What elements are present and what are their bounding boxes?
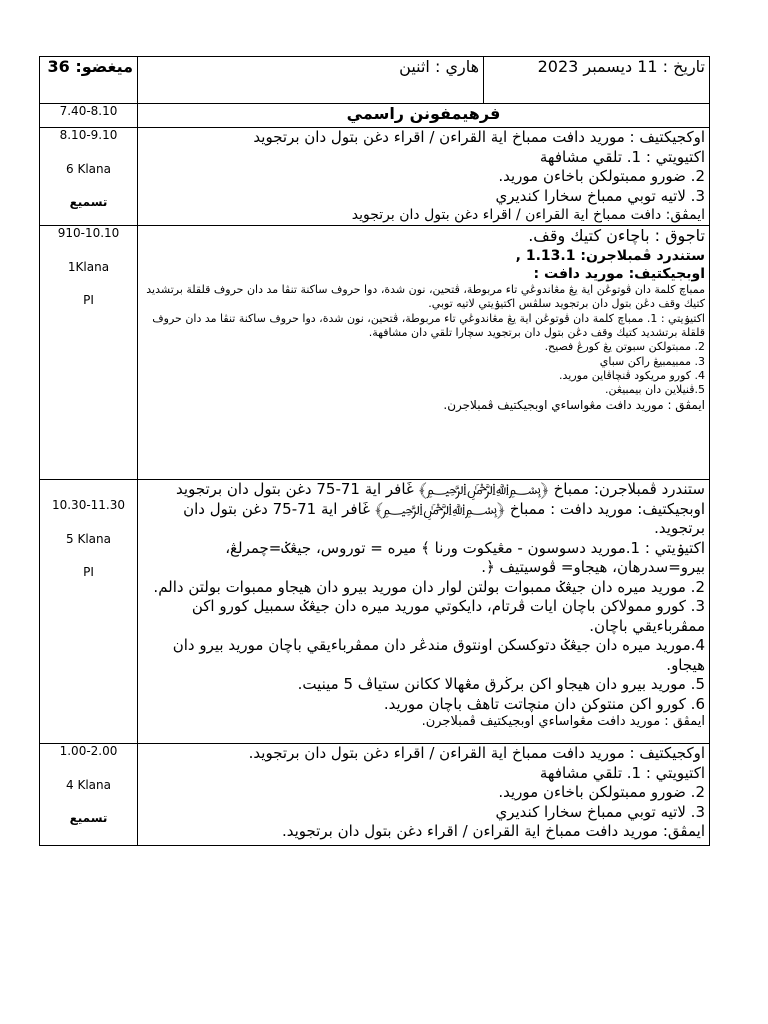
session-row-2 — [40, 226, 710, 480]
session-2-para: 5.ڤنيلاين دان بيمبيڠن. — [605, 383, 705, 397]
day-cell: هاري : اثنين — [138, 57, 484, 104]
lesson-plan-table — [39, 56, 710, 846]
session-2-pi: PI — [83, 293, 94, 308]
session-3-line: 5. موريد بيرو دان هيجاو اكن برڬرق مڠهالا ككانن ستياڤ 5 مينيت. — [297, 675, 705, 693]
session-2-class: 1Klana — [67, 259, 110, 274]
session-3-line: ستندرد ڤمبلاجرن: ممباخ ﴿﷽﴾ غَافر اية 71-75 دغن بتول دان برتجويد — [176, 480, 705, 498]
session-2-topic: تاجوق : باچاءن كتيك وقف. — [528, 226, 705, 245]
session-3-class: 5 Klana — [66, 531, 111, 546]
header-row — [40, 57, 710, 104]
session-4-time: 1.00-2.00 — [59, 744, 118, 758]
date-cell: تاريخ : 11 دیسمبر 2023 — [484, 57, 710, 104]
session-2-impact: ايمڤق : موريد دافت مڠواساءي اوبجيكتيف ڤمبلاجرن. — [443, 397, 705, 412]
session-3-line: اكتيۏيتي : 1.موريد دسوسون - مڠيكوت ورنا ﴾ ميره = توروس، جيڠݢ=چمرلڠ، بيرو=سدرهان، هيجاو= ڤوسيتيف ﴿. — [225, 538, 705, 576]
session-4-content — [138, 744, 710, 846]
session-1-content — [138, 128, 710, 226]
assembly-row — [40, 104, 710, 128]
assembly-time: 7.40-8.10 — [40, 104, 138, 128]
session-3-content — [138, 480, 710, 744]
session-2-meta — [40, 226, 138, 480]
session-row-4 — [40, 744, 710, 846]
session-3-line: 4.موريد ميره دان جيڠݢ دتوكسكن اونتوق مندڠر دان ممڤرباءيقي باچان موريد بيرو دان هيجاو. — [172, 636, 705, 674]
session-3-time: 10.30-11.30 — [51, 498, 126, 512]
session-3-line: 6. كورو اكن منتوكن دان منچاتت تاهڤ باچان موريد. — [383, 694, 705, 713]
session-4-subject: تسميع — [69, 811, 108, 826]
session-row-1 — [40, 128, 710, 226]
session-4-class: 4 Klana — [66, 777, 111, 792]
session-4-meta — [40, 744, 138, 846]
week-cell: ميغضو: 36 — [40, 57, 138, 104]
session-2-standard: ستندرد ڤمبلاجرن: 1.13.1 , — [515, 247, 705, 264]
session-4-line: اكتيويتي : 1. تلقي مشافهة — [539, 763, 705, 782]
session-2-para: 2. ممبتولكن سبوتن يڠ كورڠ فصيح. — [544, 340, 705, 354]
session-4-line: 2. ضورو ممبتولكن باخاءن موريد. — [498, 783, 705, 801]
session-1-line: اوكجيكتيف : موريد دافت ممباخ اية القراءن / اقراء دغن بتول دان برتجويد — [253, 128, 705, 146]
session-4-line: 3. لاتيه توبي ممباخ سخارا كنديري — [495, 802, 705, 821]
session-1-class: 6 Klana — [66, 161, 111, 176]
session-3-line: 3. كورو ممولاكن باچان ايات ڤرتام، دايكوتي موريد ميره دان جيڠݢ سمبيل كورو اكن ممڤرباءيقي باچان. — [191, 597, 705, 635]
session-4-line: اوكجيكتيف : موريد دافت ممباخ اية القراءن / اقراء دغن بتول دان برتجويد. — [248, 744, 705, 762]
session-2-content — [138, 226, 710, 480]
session-2-time: 910-10.10 — [57, 226, 120, 240]
session-3-pi: PI — [83, 565, 94, 580]
session-1-meta — [40, 128, 138, 226]
session-3-line: اوبجيكتيف: موريد دافت : ممباخ ﴿﷽﴾ غَافر اية 71-75 دغن بتول دان برتجويد. — [183, 499, 705, 537]
session-2-para: ممباچ كلمة دان ڤوتوڠن اية يڠ مڠاندوڠي تاء مربوطة، ڤتحين، نون شدة، دوا حروف ساكنة تنڤا مد دان حروف قلقلة برتشديد كتيك وقف دڠن بتول دان برتجويد سلڤس اكتيۏيتي لاتيه توبي. — [146, 283, 705, 311]
session-2-para: 4. كورو مريكود ڤنچاڤاين موريد. — [559, 368, 705, 382]
session-2-objective: اوبجيكتيف: موريد دافت : — [533, 265, 705, 282]
session-4-impact: ايمڤق: موريد دافت ممباخ اية القراءن / اقراء دغن بتول دان برتجويد. — [281, 822, 705, 840]
session-2-para: اكتيۏيتي : 1. ممباچ كلمة دان ڤوتوڠن اية يڠ مڠاندوڠي تاء مربوطة، ڤتحين، نون شدة، دوا حروف ساكنة تنڤا مد دان حروف قلقلة برتشديد كتيك وقف دڠن بتول دان برتجويد سچارا تلقي دان مشافهة. — [152, 311, 705, 340]
session-1-line: 2. ضورو ممبتولكن باخاءن موريد. — [498, 167, 705, 185]
session-1-line: 3. لاتيه توبي ممباخ سخارا كنديري — [495, 186, 705, 205]
session-3-impact: ايمڤق : موريد دافت مڠواساءي اوبجيكتيف ڤمبلاجرن. — [421, 714, 705, 729]
session-3-meta — [40, 480, 138, 744]
session-1-impact: ايمڤق: دافت ممباخ اية القراءن / اقراء دغن بتول دان برتجويد — [351, 207, 705, 223]
session-1-line: اكتيويتي : 1. تلقي مشافهة — [539, 147, 705, 166]
session-row-3 — [40, 480, 710, 744]
session-2-para: 3. ممبيمبيڠ راكن سباي — [599, 354, 705, 368]
session-1-subject: تسميع — [69, 195, 108, 210]
session-1-time: 8.10-9.10 — [59, 128, 118, 142]
session-3-line: 2. موريد ميره دان جيڠݢ ممبوات بولتن لوار دان موريد بيرو دان هيجاو ممبوات بولتن دالم. — [153, 577, 705, 596]
assembly-title: فرهيمفونن راسمي — [138, 104, 710, 128]
